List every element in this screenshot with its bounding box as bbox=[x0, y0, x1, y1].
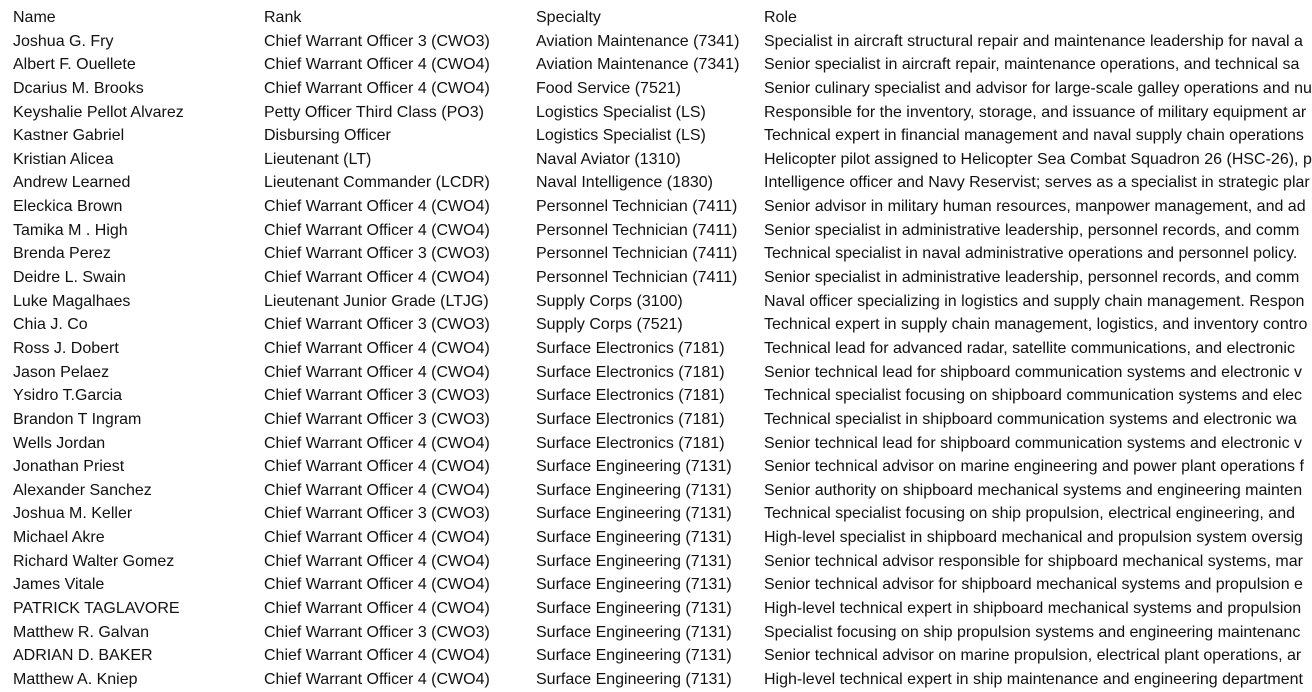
cell-name: Jonathan Priest bbox=[13, 458, 125, 476]
cell-specialty: Surface Engineering (7131) bbox=[536, 647, 732, 665]
cell-role: Technical specialist in shipboard communication systems and electronic wa bbox=[764, 410, 1297, 428]
cell-rank: Chief Warrant Officer 4 (CWO4) bbox=[264, 576, 490, 594]
cell-role: Technical lead for advanced radar, satellite communications, and electronic bbox=[764, 339, 1295, 357]
cell-role: Naval officer specializing in logistics and supply chain management. Respon bbox=[764, 292, 1305, 310]
cell-role: Senior technical advisor for shipboard mechanical systems and propulsion e bbox=[764, 576, 1303, 594]
cell-rank: Chief Warrant Officer 4 (CWO4) bbox=[264, 198, 490, 216]
cell-rank: Chief Warrant Officer 3 (CWO3) bbox=[264, 316, 490, 334]
cell-role: Specialist in aircraft structural repair and maintenance leadership for naval a bbox=[764, 32, 1303, 50]
cell-role: Senior technical lead for shipboard communication systems and electronic v bbox=[764, 434, 1303, 452]
cell-rank: Lieutenant (LT) bbox=[264, 150, 372, 168]
cell-name: Joshua G. Fry bbox=[13, 32, 114, 50]
cell-name: Richard Walter Gomez bbox=[13, 552, 175, 570]
cell-role: Senior technical advisor on marine engineering and power plant operations f bbox=[764, 458, 1304, 476]
personnel-table bbox=[0, 6, 1312, 688]
cell-rank: Chief Warrant Officer 3 (CWO3) bbox=[264, 245, 490, 263]
cell-role: Technical specialist focusing on ship propulsion, electrical engineering, and bbox=[764, 505, 1295, 523]
cell-specialty: Naval Intelligence (1830) bbox=[536, 174, 713, 192]
cell-role: Technical expert in supply chain management, logistics, and inventory contro bbox=[764, 316, 1308, 334]
cell-rank: Chief Warrant Officer 4 (CWO4) bbox=[264, 529, 490, 547]
column-header-rank[interactable]: Rank bbox=[264, 9, 302, 26]
cell-role: Senior culinary specialist and advisor for large-scale galley operations and nu bbox=[764, 79, 1312, 97]
cell-specialty: Supply Corps (3100) bbox=[536, 292, 683, 310]
cell-role: Senior specialist in aircraft repair, maintenance operations, and technical sa bbox=[764, 56, 1300, 74]
cell-rank: Chief Warrant Officer 4 (CWO4) bbox=[264, 647, 490, 665]
table-row[interactable] bbox=[0, 573, 1303, 597]
cell-rank: Chief Warrant Officer 4 (CWO4) bbox=[264, 600, 490, 618]
cell-specialty: Surface Engineering (7131) bbox=[536, 576, 732, 594]
cell-name: Joshua M. Keller bbox=[13, 505, 133, 523]
cell-rank: Chief Warrant Officer 4 (CWO4) bbox=[264, 552, 490, 570]
cell-role: Senior technical advisor on marine propulsion, electrical plant operations, ar bbox=[764, 647, 1302, 665]
table-row[interactable] bbox=[0, 668, 1303, 692]
cell-name: Ross J. Dobert bbox=[13, 339, 119, 357]
cell-name: Eleckica Brown bbox=[13, 198, 123, 216]
cell-role: Responsible for the inventory, storage, and issuance of military equipment ar bbox=[764, 103, 1307, 121]
table-row[interactable] bbox=[0, 101, 1307, 125]
cell-specialty: Personnel Technician (7411) bbox=[536, 198, 738, 216]
cell-name: Albert F. Ouellete bbox=[13, 56, 136, 74]
cell-specialty: Surface Engineering (7131) bbox=[536, 458, 732, 476]
table-row[interactable] bbox=[0, 124, 1304, 148]
table-row[interactable] bbox=[0, 644, 1302, 668]
cell-rank: Chief Warrant Officer 4 (CWO4) bbox=[264, 269, 490, 287]
cell-role: Senior technical advisor responsible for shipboard mechanical systems, mar bbox=[764, 552, 1303, 570]
cell-name: Ysidro T.Garcia bbox=[13, 387, 123, 405]
cell-role: Specialist focusing on ship propulsion systems and engineering maintenanc bbox=[764, 623, 1301, 641]
cell-role: Intelligence officer and Navy Reservist; serves as a specialist in strategic plar bbox=[764, 174, 1310, 192]
cell-name: Brandon T Ingram bbox=[13, 410, 142, 428]
table-row[interactable] bbox=[0, 171, 1310, 195]
cell-role: High-level technical expert in ship maintenance and engineering department bbox=[764, 670, 1303, 688]
table-row[interactable] bbox=[0, 242, 1298, 266]
cell-specialty: Surface Engineering (7131) bbox=[536, 552, 732, 570]
column-header-name[interactable]: Name bbox=[13, 9, 56, 26]
cell-specialty: Surface Engineering (7131) bbox=[536, 600, 732, 618]
cell-rank: Lieutenant Junior Grade (LTJG) bbox=[264, 292, 489, 310]
cell-role: Helicopter pilot assigned to Helicopter Sea Combat Squadron 26 (HSC-26), p bbox=[764, 150, 1312, 168]
cell-specialty: Surface Electronics (7181) bbox=[536, 434, 725, 452]
cell-rank: Chief Warrant Officer 3 (CWO3) bbox=[264, 623, 490, 641]
cell-rank: Chief Warrant Officer 4 (CWO4) bbox=[264, 458, 490, 476]
cell-name: PATRICK TAGLAVORE bbox=[13, 600, 180, 618]
table-row[interactable] bbox=[0, 266, 1300, 290]
cell-name: Kastner Gabriel bbox=[13, 127, 125, 145]
table-row[interactable] bbox=[0, 337, 1295, 361]
cell-rank: Disbursing Officer bbox=[264, 127, 391, 145]
cell-role: Senior authority on shipboard mechanical systems and engineering mainten bbox=[764, 481, 1303, 499]
table-body bbox=[0, 30, 1312, 692]
cell-rank: Chief Warrant Officer 4 (CWO4) bbox=[264, 670, 490, 688]
table-row[interactable] bbox=[0, 195, 1306, 219]
table-row[interactable] bbox=[0, 313, 1308, 337]
cell-specialty: Surface Engineering (7131) bbox=[536, 481, 732, 499]
cell-rank: Chief Warrant Officer 4 (CWO4) bbox=[264, 434, 490, 452]
cell-name: Andrew Learned bbox=[13, 174, 131, 192]
cell-rank: Chief Warrant Officer 4 (CWO4) bbox=[264, 56, 490, 74]
cell-name: ADRIAN D. BAKER bbox=[13, 647, 153, 665]
cell-name: Michael Akre bbox=[13, 529, 105, 547]
cell-name: Keyshalie Pellot Alvarez bbox=[13, 103, 184, 121]
cell-name: Luke Magalhaes bbox=[13, 292, 131, 310]
cell-specialty: Surface Electronics (7181) bbox=[536, 410, 725, 428]
cell-name: Matthew R. Galvan bbox=[13, 623, 150, 641]
cell-name: James Vitale bbox=[13, 576, 105, 594]
table-row[interactable] bbox=[0, 384, 1303, 408]
cell-rank: Petty Officer Third Class (PO3) bbox=[264, 103, 484, 121]
cell-role: High-level technical expert in shipboard mechanical systems and propulsion bbox=[764, 600, 1302, 618]
cell-rank: Chief Warrant Officer 4 (CWO4) bbox=[264, 363, 490, 381]
cell-rank: Lieutenant Commander (LCDR) bbox=[264, 174, 490, 192]
cell-name: Deidre L. Swain bbox=[13, 269, 126, 287]
cell-role: Senior technical lead for shipboard communication systems and electronic v bbox=[764, 363, 1303, 381]
cell-rank: Chief Warrant Officer 3 (CWO3) bbox=[264, 505, 490, 523]
table-row[interactable] bbox=[0, 621, 1301, 645]
cell-specialty: Logistics Specialist (LS) bbox=[536, 103, 706, 121]
table-row[interactable] bbox=[0, 148, 1312, 172]
table-row[interactable] bbox=[0, 408, 1297, 432]
table-row[interactable] bbox=[0, 550, 1303, 574]
cell-specialty: Surface Engineering (7131) bbox=[536, 623, 732, 641]
cell-role: Senior specialist in administrative leadership, personnel records, and comm bbox=[764, 221, 1300, 239]
cell-name: Alexander Sanchez bbox=[13, 481, 152, 499]
column-header-specialty[interactable]: Specialty bbox=[536, 9, 601, 26]
cell-specialty: Surface Engineering (7131) bbox=[536, 505, 732, 523]
table-row[interactable] bbox=[0, 219, 1300, 243]
cell-rank: Chief Warrant Officer 4 (CWO4) bbox=[264, 481, 490, 499]
cell-rank: Chief Warrant Officer 3 (CWO3) bbox=[264, 32, 490, 50]
cell-name: Dcarius M. Brooks bbox=[13, 79, 144, 97]
cell-specialty: Surface Engineering (7131) bbox=[536, 670, 732, 688]
cell-specialty: Surface Electronics (7181) bbox=[536, 339, 725, 357]
cell-specialty: Food Service (7521) bbox=[536, 79, 681, 97]
cell-rank: Chief Warrant Officer 4 (CWO4) bbox=[264, 79, 490, 97]
cell-specialty: Aviation Maintenance (7341) bbox=[536, 32, 740, 50]
cell-specialty: Surface Electronics (7181) bbox=[536, 387, 725, 405]
table-header-row bbox=[0, 6, 1280, 30]
table-row[interactable] bbox=[0, 597, 1302, 621]
cell-specialty: Personnel Technician (7411) bbox=[536, 269, 738, 287]
table-row[interactable] bbox=[0, 526, 1303, 550]
cell-name: Tamika M . High bbox=[13, 221, 128, 239]
cell-specialty: Aviation Maintenance (7341) bbox=[536, 56, 740, 74]
table-row[interactable] bbox=[0, 77, 1312, 101]
cell-specialty: Personnel Technician (7411) bbox=[536, 221, 738, 239]
table-row[interactable] bbox=[0, 455, 1304, 479]
table-row[interactable] bbox=[0, 53, 1300, 77]
cell-specialty: Surface Electronics (7181) bbox=[536, 363, 725, 381]
table-row[interactable] bbox=[0, 432, 1303, 456]
cell-specialty: Surface Engineering (7131) bbox=[536, 529, 732, 547]
cell-role: Technical specialist in naval administrative operations and personnel policy. bbox=[764, 245, 1298, 263]
cell-name: Chia J. Co bbox=[13, 316, 88, 334]
cell-role: Senior specialist in administrative leadership, personnel records, and comm bbox=[764, 269, 1300, 287]
cell-role: Technical expert in financial management and naval supply chain operations bbox=[764, 127, 1304, 145]
cell-name: Matthew A. Kniep bbox=[13, 670, 138, 688]
cell-rank: Chief Warrant Officer 4 (CWO4) bbox=[264, 221, 490, 239]
cell-specialty: Logistics Specialist (LS) bbox=[536, 127, 706, 145]
cell-name: Jason Pelaez bbox=[13, 363, 110, 381]
cell-name: Kristian Alicea bbox=[13, 150, 114, 168]
cell-name: Brenda Perez bbox=[13, 245, 111, 263]
cell-specialty: Naval Aviator (1310) bbox=[536, 150, 681, 168]
cell-role: Senior advisor in military human resources, manpower management, and ad bbox=[764, 198, 1306, 216]
table-row[interactable] bbox=[0, 361, 1303, 385]
cell-specialty: Supply Corps (7521) bbox=[536, 316, 683, 334]
cell-rank: Chief Warrant Officer 4 (CWO4) bbox=[264, 339, 490, 357]
cell-rank: Chief Warrant Officer 3 (CWO3) bbox=[264, 387, 490, 405]
column-header-role[interactable]: Role bbox=[764, 9, 797, 26]
table-row[interactable] bbox=[0, 290, 1305, 314]
table-row[interactable] bbox=[0, 30, 1303, 54]
table-row[interactable] bbox=[0, 502, 1295, 526]
table-row[interactable] bbox=[0, 479, 1303, 503]
cell-rank: Chief Warrant Officer 3 (CWO3) bbox=[264, 410, 490, 428]
cell-name: Wells Jordan bbox=[13, 434, 106, 452]
cell-role: Technical specialist focusing on shipboard communication systems and elec bbox=[764, 387, 1303, 405]
cell-role: High-level specialist in shipboard mechanical and propulsion system oversig bbox=[764, 529, 1303, 547]
cell-specialty: Personnel Technician (7411) bbox=[536, 245, 738, 263]
